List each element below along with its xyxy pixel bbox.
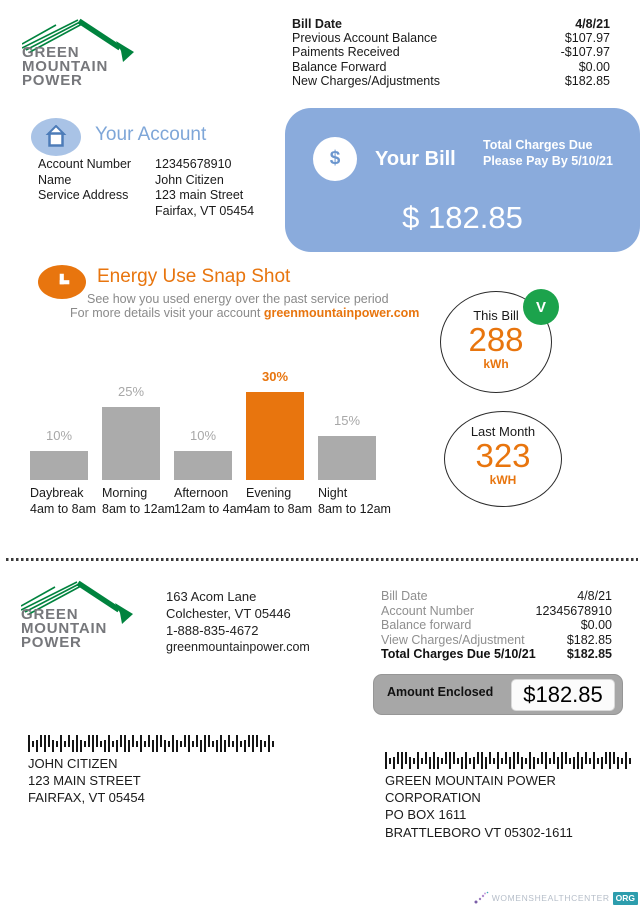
barcode-bar	[557, 757, 559, 769]
company-address-block	[166, 588, 310, 656]
usage-bar	[318, 436, 376, 480]
barcode-bar	[613, 752, 615, 764]
energy-details-line	[70, 306, 419, 320]
barcode-bar	[100, 741, 102, 747]
barcode-bar	[240, 741, 242, 747]
company-phone: 1-888-835-4672	[166, 623, 259, 638]
barcode-bar	[164, 740, 166, 752]
bar-category-label: Evening	[246, 486, 292, 500]
barcode-bar	[425, 752, 427, 764]
last-month-label: Last Month	[470, 424, 536, 439]
barcode-bar	[429, 757, 431, 769]
barcode-bar	[489, 752, 491, 764]
sparkle-dots-icon	[473, 891, 489, 905]
barcode-bar	[545, 752, 547, 769]
barcode-bar	[208, 735, 210, 747]
tear-off-perforation	[6, 558, 638, 561]
barcode-bar	[156, 735, 158, 752]
bar-area	[174, 358, 232, 480]
service-address-line2: Fairfax, VT 05454	[155, 203, 255, 218]
bar-column	[174, 358, 247, 516]
barcode-bar	[461, 757, 463, 769]
barcode-bar	[212, 741, 214, 747]
barcode-bar	[585, 752, 587, 764]
logo-line-2: MOUNTAIN	[22, 58, 109, 75]
bill-amount: $ 182.85	[402, 200, 523, 235]
barcode-bar	[268, 735, 270, 752]
barcode-bar	[76, 735, 78, 752]
barcode-bar	[120, 735, 122, 747]
bar-column	[246, 358, 313, 516]
remit-row-balance-forward	[381, 618, 612, 633]
account-label: Service Address	[38, 188, 129, 203]
payee-name: GREEN MOUNTAIN POWER CORPORATION	[385, 773, 556, 806]
summary-value: -$107.97	[560, 45, 610, 60]
company-website[interactable]: greenmountainpower.com	[166, 640, 310, 654]
barcode-bar	[465, 752, 467, 769]
remit-row-total-due	[381, 647, 612, 662]
bar-category-label: Morning	[102, 486, 148, 500]
account-number-value: 12345678910	[155, 157, 232, 171]
barcode-bar	[449, 752, 451, 769]
barcode-bar	[473, 757, 475, 769]
barcode-bar	[244, 740, 246, 752]
barcode-bar	[621, 758, 623, 764]
gmp-website-link[interactable]: greenmountainpower.com	[263, 306, 420, 320]
total-charges-due-label: Total Charges Due	[483, 138, 593, 152]
your-bill-panel	[285, 108, 640, 252]
watermark-org-badge: ORG	[613, 892, 638, 905]
bar-value-label: 10%	[189, 428, 217, 443]
bar-value-label: 15%	[333, 413, 361, 428]
bar-category-label: Afternoon	[174, 486, 229, 500]
this-bill-kwh-unit: kWh	[483, 357, 509, 371]
remit-label: Bill Date	[381, 589, 428, 603]
barcode-bar	[597, 758, 599, 764]
barcode-bar	[477, 752, 479, 764]
barcode-bar	[152, 740, 154, 752]
barcode-bar	[581, 757, 583, 769]
summary-label: New Charges/Adjustments	[292, 73, 440, 88]
remit-row-bill-date	[381, 589, 612, 604]
bar-category-label: Daybreak	[30, 486, 84, 500]
logo-line-1: GREEN	[22, 44, 80, 61]
barcode-bar	[401, 752, 403, 769]
barcode-bar	[40, 735, 42, 747]
barcode-bar	[521, 757, 523, 769]
checkmark-badge-icon: V	[523, 289, 559, 325]
barcode-bar	[236, 735, 238, 752]
remit-summary	[381, 589, 612, 662]
barcode-bar	[204, 735, 206, 752]
barcode-bar	[385, 752, 387, 769]
your-bill-title: Your Bill	[375, 148, 456, 170]
barcode-bar	[505, 752, 507, 764]
barcode-bar	[144, 741, 146, 747]
service-address-line1: 123 main Street	[155, 188, 244, 203]
barcode-bar	[188, 735, 190, 752]
barcode-bar	[565, 752, 567, 764]
due-date-note	[483, 137, 613, 169]
energy-subtitle: See how you used energy over the past service period	[87, 292, 389, 306]
barcode-bar	[629, 758, 631, 764]
gmp-logo-stub	[21, 580, 151, 666]
barcode-bar	[525, 758, 527, 764]
barcode-bar	[248, 735, 250, 747]
remit-value: $182.85	[566, 632, 612, 647]
bar-time-label: 8am to 12am	[318, 502, 391, 516]
logo-line-2: MOUNTAIN	[21, 620, 108, 637]
barcode-bar	[112, 741, 114, 747]
barcode-bar	[68, 735, 70, 747]
customer-street: 123 MAIN STREET	[28, 773, 141, 789]
logo-wordmark	[21, 608, 107, 650]
service-address-row	[38, 188, 278, 204]
barcode-bar	[48, 735, 50, 747]
payee-city: BRATTLEBORO VT 05302-1611	[385, 824, 573, 840]
bar-value-label: 10%	[45, 428, 73, 443]
barcode-bar	[228, 735, 230, 747]
account-name-value: John Citizen	[155, 172, 224, 187]
summary-label: Bill Date	[292, 17, 343, 31]
clock-icon	[38, 265, 86, 299]
usage-bar	[174, 451, 232, 480]
barcode-bar	[116, 740, 118, 752]
barcode-bar	[80, 740, 82, 752]
logo-line-1: GREEN	[21, 606, 79, 623]
barcode-bar	[72, 740, 74, 752]
intelligent-mail-barcode	[385, 752, 631, 769]
remit-value: $182.85	[566, 647, 612, 662]
barcode-bar	[180, 741, 182, 747]
payment-mailing-address	[385, 772, 644, 841]
summary-value: 4/8/21	[575, 17, 610, 31]
logo-line-3: POWER	[21, 634, 82, 651]
header-billing-summary	[292, 17, 610, 88]
summary-row-payments-received	[292, 45, 610, 59]
barcode-bar	[541, 752, 543, 764]
barcode-bar	[493, 758, 495, 764]
dollar-symbol: $	[329, 148, 341, 169]
barcode-bar	[413, 758, 415, 764]
barcode-bar	[56, 741, 58, 747]
barcode-bar	[108, 735, 110, 752]
bar-time-label: 4am to 8am	[30, 502, 97, 516]
barcode-bar	[148, 735, 150, 747]
barcode-bar	[469, 758, 471, 764]
barcode-bar	[52, 740, 54, 752]
bar-column	[30, 358, 97, 516]
barcode-bar	[128, 740, 130, 752]
account-details	[38, 157, 278, 219]
bar-category-label: Night	[318, 486, 348, 500]
account-label	[38, 204, 155, 220]
service-address-row2	[38, 204, 278, 220]
dollar-icon	[313, 137, 357, 181]
barcode-bar	[393, 757, 395, 769]
remit-value: 12345678910	[535, 603, 612, 618]
remit-value: $0.00	[580, 618, 612, 633]
barcode-bar	[256, 735, 258, 747]
last-month-circle	[444, 411, 562, 507]
this-bill-kwh-value: 288	[468, 321, 524, 358]
account-name-row	[38, 173, 278, 189]
barcode-bar	[92, 735, 94, 752]
this-bill-label: This Bill	[473, 308, 519, 323]
barcode-bar	[569, 758, 571, 764]
summary-row-previous-balance	[292, 31, 610, 45]
barcode-bar	[509, 757, 511, 769]
summary-row-balance-forward	[292, 60, 610, 74]
barcode-bar	[441, 758, 443, 764]
bar-time-label: 4am to 8am	[246, 502, 313, 516]
barcode-bar	[389, 758, 391, 764]
barcode-bar	[196, 735, 198, 747]
barcode-bar	[140, 735, 142, 752]
house-icon	[31, 118, 81, 156]
barcode-bar	[601, 757, 603, 769]
usage-bar	[246, 392, 304, 480]
barcode-bar	[224, 740, 226, 752]
bar-area	[102, 358, 160, 480]
gmp-logo	[22, 18, 152, 104]
remit-value: 4/8/21	[577, 589, 612, 603]
account-number-row	[38, 157, 278, 173]
company-street: 163 Acom Lane	[166, 589, 257, 604]
barcode-bar	[537, 758, 539, 764]
barcode-bar	[104, 740, 106, 752]
barcode-bar	[88, 735, 90, 747]
barcode-bar	[124, 735, 126, 752]
barcode-bar	[232, 741, 234, 747]
usage-bar	[102, 407, 160, 480]
barcode-bar	[84, 741, 86, 747]
barcode-bar	[589, 758, 591, 764]
summary-row-new-charges	[292, 74, 610, 88]
bar-area	[30, 358, 88, 480]
bar-time-label: 8am to 12am	[102, 502, 175, 516]
usage-bar	[30, 451, 88, 480]
company-city: Colchester, VT 05446	[166, 606, 291, 621]
barcode-bar	[553, 752, 555, 764]
barcode-bar	[561, 752, 563, 769]
energy-bar-chart	[30, 358, 391, 516]
barcode-bar	[453, 752, 455, 764]
barcode-bar	[445, 752, 447, 764]
energy-details-prefix: For more details visit your account	[70, 306, 264, 320]
barcode-bar	[513, 752, 515, 769]
remit-label: Total Charges Due 5/10/21	[381, 647, 536, 662]
summary-row-bill-date	[292, 17, 610, 31]
barcode-bar	[605, 752, 607, 764]
amount-enclosed-label: Amount Enclosed	[387, 685, 494, 699]
account-label: Account Number	[38, 157, 132, 171]
summary-label: Balance Forward	[292, 59, 387, 74]
summary-label: Paiments Received	[292, 45, 400, 60]
bar-value-label: 25%	[117, 384, 145, 399]
amount-enclosed-field[interactable]: $182.85	[511, 679, 615, 711]
summary-value: $0.00	[578, 59, 610, 74]
barcode-bar	[96, 735, 98, 747]
barcode-bar	[417, 752, 419, 769]
barcode-bar	[264, 741, 266, 747]
barcode-bar	[433, 752, 435, 769]
logo-wordmark	[22, 46, 108, 88]
bar-time-label: 12am to 4am	[174, 502, 247, 516]
barcode-bar	[44, 735, 46, 752]
bar-column	[102, 358, 175, 516]
bar-area	[246, 358, 304, 480]
summary-value: $182.85	[564, 73, 610, 88]
last-month-kwh-value: 323	[475, 437, 531, 474]
customer-city: FAIRFAX, VT 05454	[28, 790, 145, 806]
remit-label: Balance forward	[381, 618, 472, 633]
barcode-bar	[593, 752, 595, 769]
barcode-bar	[409, 757, 411, 769]
barcode-bar	[260, 740, 262, 752]
account-label: Name	[38, 172, 72, 187]
remit-label: View Charges/Adjustment	[381, 632, 525, 647]
summary-value: $107.97	[564, 31, 610, 46]
barcode-bar	[397, 752, 399, 764]
barcode-bar	[609, 752, 611, 769]
barcode-bar	[457, 758, 459, 764]
barcode-bar	[481, 752, 483, 769]
bar-area	[318, 358, 376, 480]
barcode-bar	[220, 735, 222, 752]
barcode-bar	[32, 741, 34, 747]
intelligent-mail-barcode	[28, 735, 274, 752]
barcode-bar	[573, 757, 575, 769]
barcode-bar	[252, 735, 254, 752]
barcode-bar	[529, 752, 531, 769]
barcode-bar	[497, 752, 499, 769]
logo-line-3: POWER	[22, 72, 83, 89]
site-watermark[interactable]	[473, 891, 638, 905]
customer-mailing-address	[28, 755, 145, 807]
barcode-bar	[136, 741, 138, 747]
barcode-bar	[64, 741, 66, 747]
barcode-bar	[216, 740, 218, 752]
barcode-bar	[160, 735, 162, 747]
barcode-bar	[172, 735, 174, 752]
barcode-bar	[60, 735, 62, 752]
barcode-bar	[272, 741, 274, 747]
barcode-bar	[168, 741, 170, 747]
barcode-bar	[577, 752, 579, 769]
barcode-bar	[192, 741, 194, 747]
barcode-bar	[549, 758, 551, 764]
remit-row-view-charges	[381, 633, 612, 648]
amount-enclosed-box	[373, 674, 623, 715]
barcode-bar	[517, 752, 519, 764]
barcode-bar	[485, 757, 487, 769]
payee-pobox: PO BOX 1611	[385, 807, 467, 823]
barcode-bar	[617, 757, 619, 769]
customer-name: JOHN CITIZEN	[28, 756, 118, 771]
bar-column	[318, 358, 391, 516]
your-account-title: Your Account	[95, 124, 207, 145]
barcode-bar	[625, 752, 627, 769]
barcode-bar	[405, 752, 407, 764]
barcode-bar	[421, 758, 423, 764]
barcode-bar	[200, 740, 202, 752]
barcode-bar	[176, 740, 178, 752]
bar-value-label: 30%	[261, 369, 289, 384]
barcode-bar	[132, 735, 134, 747]
barcode-bar	[28, 735, 30, 752]
barcode-bar	[36, 740, 38, 752]
energy-snapshot-title: Energy Use Snap Shot	[97, 266, 291, 287]
remit-label: Account Number	[381, 603, 475, 618]
watermark-text: WOMENSHEALTHCENTER	[491, 893, 610, 903]
barcode-bar	[533, 757, 535, 769]
last-month-kwh-unit: kWH	[489, 473, 517, 487]
remit-row-account-number	[381, 604, 612, 619]
barcode-bar	[501, 758, 503, 764]
barcode-bar	[437, 757, 439, 769]
barcode-bar	[184, 735, 186, 747]
pay-by-date: Please Pay By 5/10/21	[483, 154, 613, 168]
summary-label: Previous Account Balance	[292, 31, 438, 46]
